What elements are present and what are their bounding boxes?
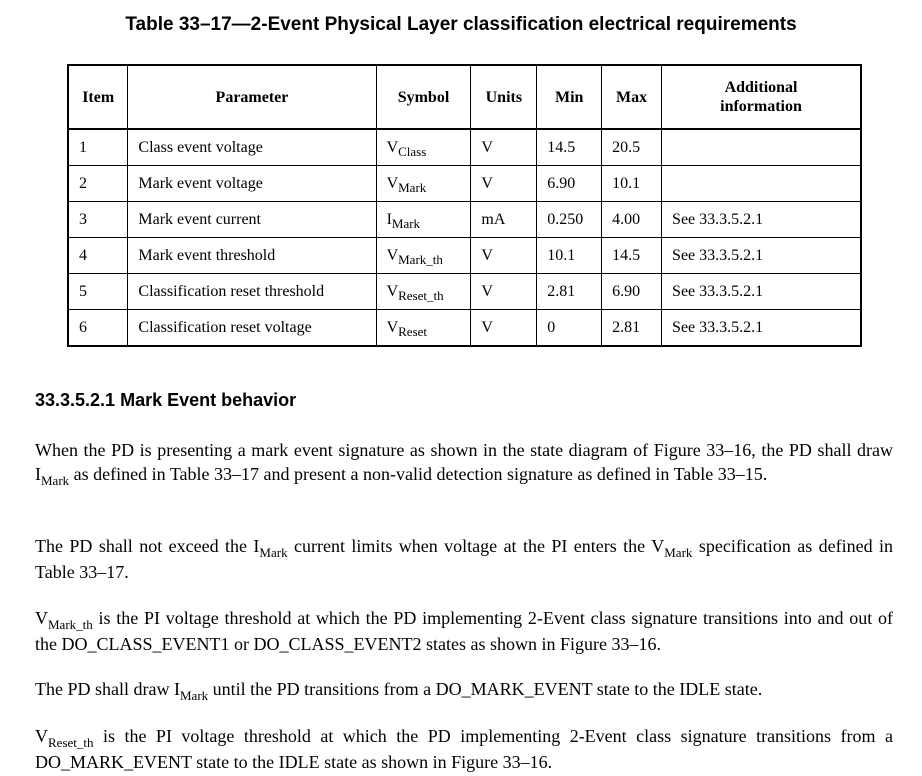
text-run: is the PI voltage threshold at which the PD implementing 2-Event class signature transitions from a DO_MARK_EVENT state to the IDLE state as shown in Figure 33–16. [35,726,893,772]
cell-min: 0.250 [537,202,602,238]
symbol-base: V [35,608,48,628]
cell-parameter: Class event voltage [128,129,376,166]
header-additional-info [662,65,861,129]
cell-item: 5 [68,274,128,310]
cell-symbol [376,238,471,274]
cell-max: 20.5 [602,129,662,166]
cell-max: 6.90 [602,274,662,310]
cell-max: 14.5 [602,238,662,274]
paragraph-5 [35,724,893,774]
cell-symbol [376,310,471,347]
cell-units: V [471,274,537,310]
cell-min: 14.5 [537,129,602,166]
cell-item: 1 [68,129,128,166]
cell-parameter: Classification reset voltage [128,310,376,347]
cell-parameter: Mark event voltage [128,166,376,202]
symbol-subscript: Mark_th [48,617,93,632]
header-max: Max [602,65,662,129]
symbol-subscript: Class [398,143,427,159]
cell-units: V [471,129,537,166]
cell-info: See 33.3.5.2.1 [662,202,861,238]
header-min: Min [537,65,602,129]
cell-max: 2.81 [602,310,662,347]
header-units: Units [471,65,537,129]
cell-min: 10.1 [537,238,602,274]
header-info-line1: Additional [724,79,798,96]
cell-info: See 33.3.5.2.1 [662,238,861,274]
text-run: is the PI voltage threshold at which the PD implementing 2-Event class signature transitions into and out of the DO_CLASS_EVENT1 or DO_CLASS_EVENT2 states as shown in Figure 33–16. [35,608,893,654]
symbol-subscript: Mark [391,215,421,231]
cell-item: 6 [68,310,128,347]
symbol-subscript: Mark_th [398,251,443,267]
header-symbol: Symbol [376,65,471,129]
table-header-row [68,65,861,129]
header-parameter: Parameter [128,65,376,129]
cell-info: See 33.3.5.2.1 [662,310,861,347]
text-run: specification as defined in Table 33–17. [35,536,893,582]
cell-parameter: Classification reset threshold [128,274,376,310]
symbol-subscript: Mark [41,473,70,488]
symbol-base: I [173,679,180,699]
symbol-subscript: Reset_th [48,735,94,750]
cell-units: mA [471,202,537,238]
symbol-base: V [651,536,665,556]
symbol-base: I [386,210,392,228]
table-row [68,129,861,166]
symbol-subscript: Mark [664,545,693,560]
text-run: The PD shall draw [35,679,174,699]
table-row [68,310,861,347]
cell-item: 2 [68,166,128,202]
symbol-subscript: Reset [398,323,428,339]
text-run: current limits when voltage at the PI enters the [287,536,652,556]
symbol-base: V [386,246,399,264]
table-row [68,274,861,310]
paragraph-4 [35,677,893,703]
cell-symbol [376,202,471,238]
text-run: When the PD is presenting a mark event signature as shown in the state diagram of Figure 33–16, the PD shall draw [35,440,893,460]
cell-parameter: Mark event threshold [128,238,376,274]
cell-item: 3 [68,202,128,238]
table-row [68,166,861,202]
paragraph-1 [35,438,893,488]
cell-item: 4 [68,238,128,274]
text-run: The PD shall not exceed the [35,536,254,556]
section-heading: 33.3.5.2.1 Mark Event behavior [35,390,297,410]
cell-parameter: Mark event current [128,202,376,238]
table-row [68,238,861,274]
symbol-subscript: Mark [259,545,288,560]
cell-min: 0 [537,310,602,347]
header-info-line2: information [720,98,802,115]
symbol-subscript: Mark [398,179,427,195]
cell-min: 2.81 [537,274,602,310]
cell-units: V [471,166,537,202]
cell-max: 10.1 [602,166,662,202]
cell-symbol [376,166,471,202]
cell-symbol [376,274,471,310]
paragraph-3 [35,606,893,656]
symbol-base: V [35,726,48,746]
cell-max: 4.00 [602,202,662,238]
symbol-base: V [386,174,399,192]
requirements-table [67,64,862,347]
symbol-base: V [386,318,399,336]
cell-info [662,166,861,202]
table-row [68,202,861,238]
cell-units: V [471,238,537,274]
paragraph-2 [35,534,893,584]
text-run: as defined in Table 33–17 and present a non-valid detection signature as defined in Table 33–15. [69,464,768,484]
table-caption: Table 33–17—2-Event Physical Layer classification electrical requirements [125,14,797,35]
symbol-subscript: Mark [179,688,209,703]
symbol-subscript: Reset_th [398,287,444,303]
cell-symbol [376,129,471,166]
header-item: Item [68,65,128,129]
cell-units: V [471,310,537,347]
text-run: until the PD transitions from a DO_MARK_EVENT state to the IDLE state. [208,679,763,699]
symbol-base: I [35,464,41,484]
cell-info: See 33.3.5.2.1 [662,274,861,310]
symbol-base: I [253,536,260,556]
cell-min: 6.90 [537,166,602,202]
symbol-base: V [386,282,399,300]
symbol-base: V [386,138,399,156]
cell-info [662,129,861,166]
